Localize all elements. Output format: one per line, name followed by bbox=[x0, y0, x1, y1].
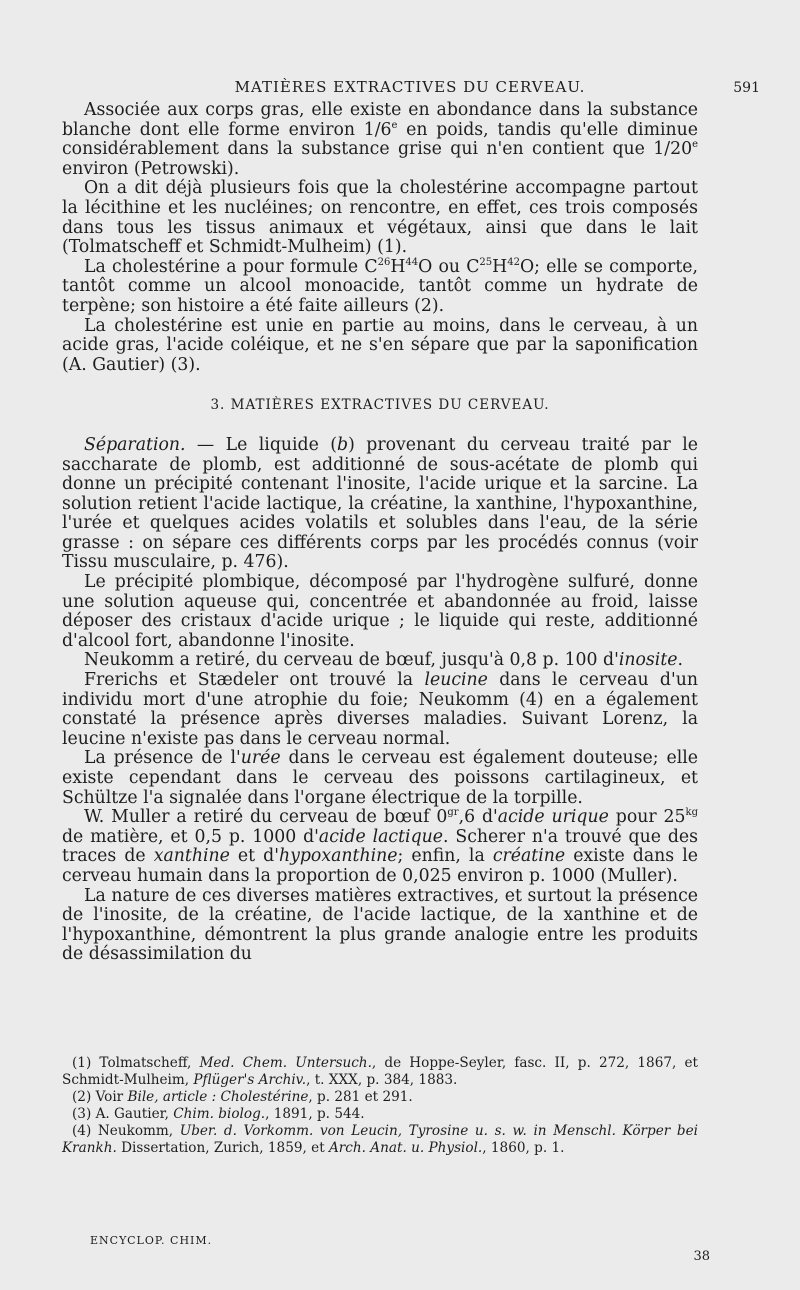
text-run: urée bbox=[240, 748, 281, 769]
text-run: La cholestérine a pour formule C bbox=[84, 256, 378, 277]
text-run: (3) A. Gautier, bbox=[72, 1106, 174, 1122]
running-header bbox=[60, 78, 760, 98]
footnote bbox=[62, 1089, 698, 1106]
text-run: 26 bbox=[377, 256, 391, 268]
text-run: pour 25 bbox=[608, 807, 686, 828]
paragraph bbox=[62, 436, 698, 573]
text-run: , t. XXX, p. 384, 1883. bbox=[306, 1072, 458, 1088]
signature-mark: 38 bbox=[693, 1249, 710, 1264]
text-run: environ (Petrowski). bbox=[62, 158, 240, 179]
text-run: Uber. d. Vorkomm. von Leucin, Tyrosine u. s. w. in Menschl. Körper bei Krankh. bbox=[62, 1123, 698, 1156]
text-run: La présence de l' bbox=[84, 748, 241, 769]
text-run: , p. 281 et 291. bbox=[308, 1089, 413, 1105]
paragraph bbox=[62, 671, 698, 749]
text-run: Pflüger's Archiv. bbox=[193, 1072, 307, 1088]
text-run: existe dans le cerveau humain dans la proportion de 0,025 environ p. 1000 (Muller). bbox=[62, 846, 698, 886]
text-run: O ou C bbox=[418, 256, 480, 277]
section-heading bbox=[62, 396, 698, 416]
text-run: dans le cerveau est également douteuse; elle existe cependant dans le cerveau des poissons cartilagineux, et Schültze l'a signalée dans l'organe électrique de la torpille. bbox=[62, 748, 698, 808]
text-run: (2) Voir bbox=[72, 1089, 128, 1105]
text-run: e bbox=[692, 139, 698, 151]
footnotes bbox=[62, 1055, 698, 1157]
running-title: MATIÈRES EXTRACTIVES DU CERVEAU. bbox=[234, 78, 586, 96]
text-run: gr bbox=[447, 807, 459, 819]
text-run: . Scherer n'a trouvé que des traces de bbox=[62, 826, 698, 867]
main-text bbox=[62, 101, 698, 965]
text-run: créatine bbox=[492, 846, 566, 867]
paragraph bbox=[62, 101, 698, 179]
footnote bbox=[62, 1106, 698, 1123]
text-run: La cholestérine est unie en partie au moins, dans le cerveau, à un acide gras, l'acide coléique, et ne s'en sépare que par la saponification (A. Gautier) (3). bbox=[62, 315, 698, 375]
text-run: H bbox=[390, 256, 406, 277]
text-run: kg bbox=[685, 807, 698, 819]
paragraph bbox=[62, 749, 698, 808]
page-footer bbox=[90, 1234, 710, 1274]
text-run: Associée aux corps gras, elle existe en abondance dans la substance blanche dont elle forme environ 1/6 bbox=[62, 100, 698, 140]
text-run: Neukomm a retiré, du cerveau de bœuf, jusqu'à 0,8 p. 100 d' bbox=[84, 650, 619, 671]
text-run: ; enfin, la bbox=[397, 846, 493, 867]
text-run: Arch. Anat. u. Physiol. bbox=[328, 1140, 483, 1156]
text-run: Dissertation, Zurich, 1859, et bbox=[116, 1140, 329, 1156]
text-run: 3. MATIÈRES EXTRACTIVES DU CERVEAU. bbox=[210, 397, 550, 414]
text-run: en poids, tandis qu'elle diminue considérablement dans la substance grise qui n'en contient que 1/20 bbox=[62, 119, 698, 160]
paragraph bbox=[62, 808, 698, 886]
text-run: , de Hoppe-Seyler, fasc. II, p. 272, 1867, et Schmidt-Mulheim, bbox=[62, 1055, 699, 1088]
text-run: (4) Neukomm, bbox=[72, 1123, 180, 1139]
text-run: 25 bbox=[479, 256, 493, 268]
text-run: e bbox=[391, 119, 398, 131]
text-run: , 1891, p. 544. bbox=[265, 1106, 365, 1122]
text-run: et d' bbox=[229, 846, 279, 867]
text-run: ) provenant du cerveau traité par le saccharate de plomb, est additionné de sous-acétate de plomb qui donne un précipité contenant l'inosite, l'acide urique et la sarcine. La solution retient l'acide lactique, la créatine, la xanthine, l'hypoxanthine, l'urée et quelques acides volatils et solubles dans l'eau, de la série grasse : on sépare ces différents corps par les procédés connus (voir Tissu musculaire, p. 476). bbox=[62, 434, 698, 573]
text-run: O; elle se comporte, tantôt comme un alcool monoacide, tantôt comme un hydrate de terpène; son histoire a été faite ailleurs (2). bbox=[62, 256, 698, 316]
text-run: Frerichs et Stædeler ont trouvé la bbox=[84, 670, 425, 691]
text-run: ,6 d' bbox=[458, 807, 498, 828]
paragraph bbox=[62, 651, 698, 671]
text-run: Séparation. bbox=[84, 434, 186, 455]
text-run: Chim. biolog. bbox=[173, 1106, 266, 1122]
text-run: H bbox=[492, 256, 508, 277]
text-run: La nature de ces diverses matières extractives, et surtout la présence de l'inosite, de la créatine, de l'acide lactique, de la xanthine et de l'hypoxanthine, démontrent la plus grande analogie entre les produits de désassimilation du bbox=[62, 885, 698, 965]
text-run: W. Muller a retiré du cerveau de bœuf 0 bbox=[84, 807, 448, 828]
paragraph bbox=[62, 258, 698, 317]
text-run: acide lactique bbox=[318, 826, 443, 847]
footnote bbox=[62, 1123, 698, 1157]
text-run: 42 bbox=[507, 256, 520, 268]
text-run: On a dit déjà plusieurs fois que la cholestérine accompagne partout la lécithine et les nucléines; on rencontre, en effet, ces trois composés dans tous les tissus animaux et végétaux, ainsi que dans le lait (Tolmatscheff et Schmidt-Mulheim) (1). bbox=[62, 178, 698, 258]
page-number: 591 bbox=[733, 80, 760, 96]
text-run: , 1860, p. 1. bbox=[482, 1140, 565, 1156]
paragraph bbox=[62, 179, 698, 257]
text-run: Bile, article : Cholestérine bbox=[127, 1089, 309, 1105]
text-run: — Le liquide ( bbox=[185, 434, 338, 455]
paragraph bbox=[62, 573, 698, 651]
footnote bbox=[62, 1055, 698, 1089]
paragraph bbox=[62, 317, 698, 376]
text-run: Med. Chem. Untersuch. bbox=[199, 1055, 372, 1071]
paragraph bbox=[62, 887, 698, 965]
text-run: acide urique bbox=[497, 807, 609, 828]
text-run: (1) Tolmatscheff, bbox=[72, 1055, 200, 1071]
text-run: . bbox=[677, 650, 683, 671]
text-run: Le précipité plombique, décomposé par l'hydrogène sulfuré, donne une solution aqueuse qui, concentrée et abandonnée au froid, laisse déposer des cristaux d'acide urique ; le liquide qui reste, additionné d'alcool fort, abandonne l'inosite. bbox=[62, 572, 698, 651]
text-run: 44 bbox=[405, 256, 419, 268]
text-run: inosite bbox=[618, 650, 678, 671]
text-run: xanthine bbox=[153, 846, 230, 867]
text-run: leucine bbox=[424, 670, 488, 691]
footer-imprint: ENCYCLOP. CHIM. bbox=[90, 1234, 213, 1247]
text-run: hypoxanthine bbox=[278, 846, 398, 867]
text-run: dans le cerveau d'un individu mort d'une atrophie du foie; Neukomm (4) en a également constaté la présence après diverses maladies. Suivant Lorenz, la leucine n'existe pas dans le cerveau normal. bbox=[62, 670, 698, 749]
text-run: de matière, et 0,5 p. 1000 d' bbox=[62, 826, 319, 847]
text-run: b bbox=[337, 434, 349, 455]
